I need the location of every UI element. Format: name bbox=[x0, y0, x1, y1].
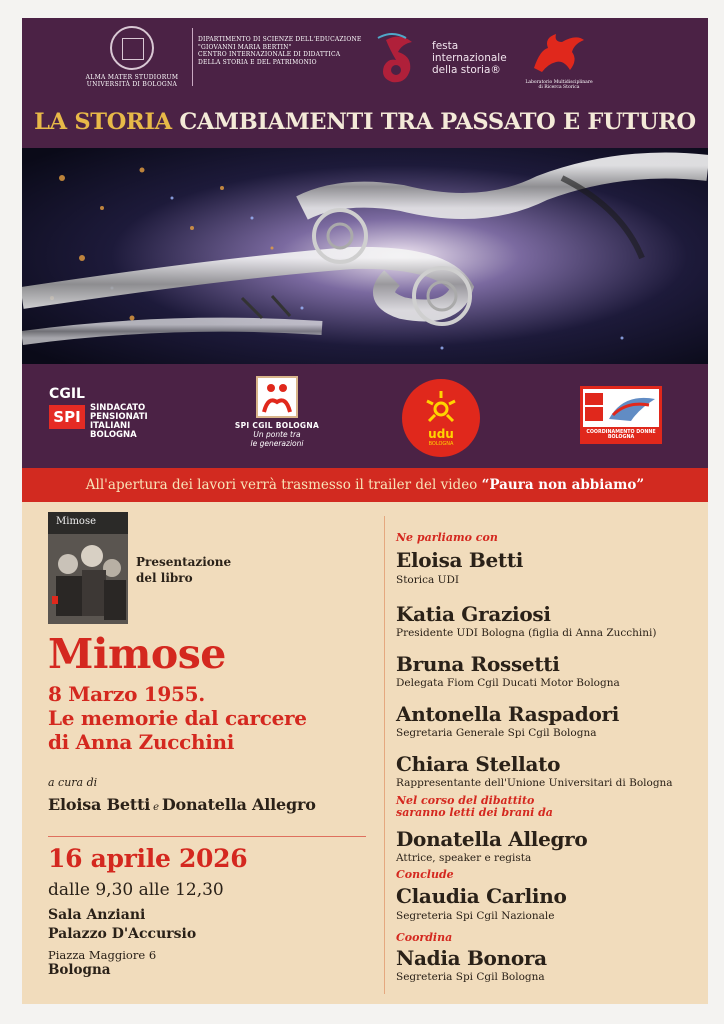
event-date: 16 aprile 2026 bbox=[48, 844, 248, 873]
speaker-name: Claudia Carlino bbox=[396, 884, 567, 908]
trailer-intro: All'apertura dei lavori verrà trasmesso il trailer del video bbox=[85, 477, 482, 493]
book-authors bbox=[48, 795, 316, 814]
udu-sun-icon bbox=[421, 387, 461, 427]
cgil-text-line: ITALIANI bbox=[90, 421, 131, 431]
cgil-text-line: PENSIONATI bbox=[90, 412, 148, 422]
spi-cgil-bologna-logo bbox=[222, 376, 332, 448]
speaker-name: Chiara Stellato bbox=[396, 752, 561, 776]
coordinamento-donne-logo bbox=[580, 386, 662, 444]
book-presentation-label bbox=[136, 554, 231, 586]
cgil-text-line: SINDACATO bbox=[90, 403, 146, 413]
speaker-name: Donatella Allegro bbox=[396, 827, 588, 851]
video-title: “Paura non abbiamo” bbox=[481, 477, 645, 493]
dept-line: DIPARTIMENTO DI SCIENZE DELL'EDUCAZIONE bbox=[198, 36, 362, 43]
book-cover-title: Mimose bbox=[56, 516, 96, 527]
cgil-text-line: BOLOGNA bbox=[90, 430, 137, 440]
book-title: Mimose bbox=[48, 630, 226, 678]
lab-text bbox=[518, 80, 600, 90]
pres-line: del libro bbox=[136, 571, 193, 585]
speaker-role: Presidente UDI Bologna (figlia di Anna Zucchini) bbox=[396, 627, 657, 639]
udu-word: udu bbox=[428, 427, 454, 441]
column-divider bbox=[384, 516, 385, 994]
spi-label: SPI CGIL BOLOGNA bbox=[234, 421, 320, 430]
coordinator-label: Coordina bbox=[396, 931, 453, 944]
event-hours: dalle 9,30 alle 12,30 bbox=[48, 880, 224, 900]
subtitle-line: di Anna Zucchini bbox=[48, 730, 235, 754]
spi-box: SPI bbox=[49, 405, 85, 429]
book-cover-image bbox=[48, 512, 128, 624]
author-name: Donatella Allegro bbox=[161, 795, 316, 814]
speakers-label: Ne parliamo con bbox=[396, 531, 498, 544]
speaker-role: Segretaria Generale Spi Cgil Bologna bbox=[396, 727, 597, 739]
title-band bbox=[22, 96, 708, 148]
event-address: Piazza Maggiore 6 bbox=[48, 948, 157, 962]
speaker-name: Antonella Raspadori bbox=[396, 702, 620, 726]
partner-logos-band bbox=[22, 364, 708, 468]
lab-line: di Ricerca Storica bbox=[538, 85, 580, 90]
festa-line: internazionale bbox=[432, 52, 507, 64]
udu-logo bbox=[402, 379, 480, 457]
hero-clock-spiral-image bbox=[22, 148, 708, 364]
readings-label bbox=[396, 795, 553, 819]
festa-line: della storia® bbox=[432, 64, 501, 76]
spi-figures-icon bbox=[256, 376, 298, 418]
dept-line: CENTRO INTERNAZIONALE DI DIDATTICA bbox=[198, 51, 341, 58]
event-city: Bologna bbox=[48, 962, 111, 978]
book-cover-photo bbox=[48, 534, 128, 624]
speaker-role: Delegata Fiom Cgil Ducati Motor Bologna bbox=[396, 677, 620, 689]
author-name: Eloisa Betti bbox=[48, 795, 151, 814]
cgil-spi-logo bbox=[46, 386, 151, 446]
coord-emblem-icon bbox=[583, 389, 659, 427]
header-band bbox=[22, 18, 708, 96]
title-highlight: LA STORIA bbox=[34, 109, 172, 135]
speaker-role: Segreteria Spi Cgil Bologna bbox=[396, 971, 545, 983]
conclude-label: Conclude bbox=[396, 868, 454, 881]
pres-line: Presentazione bbox=[136, 555, 232, 569]
spi-tagline: le generazioni bbox=[250, 439, 304, 448]
university-seal-icon bbox=[110, 26, 154, 70]
university-name: ALMA MATER STUDIORUM UNIVERSITÀ DI BOLOGNA bbox=[85, 74, 179, 88]
cgil-text bbox=[90, 404, 148, 440]
title-rest: CAMBIAMENTI TRA PASSATO E FUTURO bbox=[171, 109, 696, 135]
subtitle-line: Le memorie dal carcere bbox=[48, 706, 307, 730]
griffin-logo-icon bbox=[526, 30, 588, 74]
readings-label-line: saranno letti dei brani da bbox=[396, 806, 553, 819]
lab-line: Laboratorio Multidisciplinare bbox=[525, 80, 593, 85]
main-title bbox=[22, 96, 708, 148]
venue-line: Sala Anziani bbox=[48, 907, 146, 923]
festa-text bbox=[432, 40, 507, 76]
poster bbox=[22, 18, 708, 1004]
speaker-role: Segreteria Spi Cgil Nazionale bbox=[396, 910, 555, 922]
author-conjunction: e bbox=[150, 802, 162, 813]
department-info bbox=[198, 36, 368, 66]
coord-label: COORDINAMENTO DONNE BOLOGNA bbox=[586, 430, 656, 440]
speaker-name: Bruna Rossetti bbox=[396, 652, 560, 676]
speaker-name: Nadia Bonora bbox=[396, 946, 547, 970]
festa-logo-icon bbox=[372, 30, 424, 88]
university-logo bbox=[77, 26, 187, 88]
speaker-role: Rappresentante dell'Unione Universitari di Bologna bbox=[396, 777, 673, 789]
trailer-announcement bbox=[22, 468, 708, 502]
spi-tagline: Un ponte tra bbox=[253, 430, 301, 439]
dept-line: DELLA STORIA E DEL PATRIMONIO bbox=[198, 58, 317, 66]
cgil-label: CGIL bbox=[49, 386, 85, 402]
udu-sub: BOLOGNA bbox=[428, 441, 454, 447]
readings-label-line: Nel corso del dibattito bbox=[396, 794, 535, 807]
divider bbox=[48, 836, 366, 837]
speaker-name: Eloisa Betti bbox=[396, 548, 524, 572]
book-subtitle bbox=[48, 682, 307, 754]
venue-line: Palazzo D'Accursio bbox=[48, 926, 197, 942]
dept-line: "GIOVANNI MARIA BERTIN" bbox=[198, 43, 292, 51]
header-divider bbox=[192, 28, 193, 86]
speaker-name: Katia Graziosi bbox=[396, 602, 551, 626]
festa-line: festa bbox=[432, 40, 459, 52]
speaker-role: Storica UDI bbox=[396, 574, 460, 586]
edited-by-label: a cura di bbox=[48, 776, 98, 789]
speaker-role: Attrice, speaker e regista bbox=[396, 852, 532, 864]
subtitle-line: 8 Marzo 1955. bbox=[48, 682, 205, 706]
event-venue bbox=[48, 906, 196, 944]
